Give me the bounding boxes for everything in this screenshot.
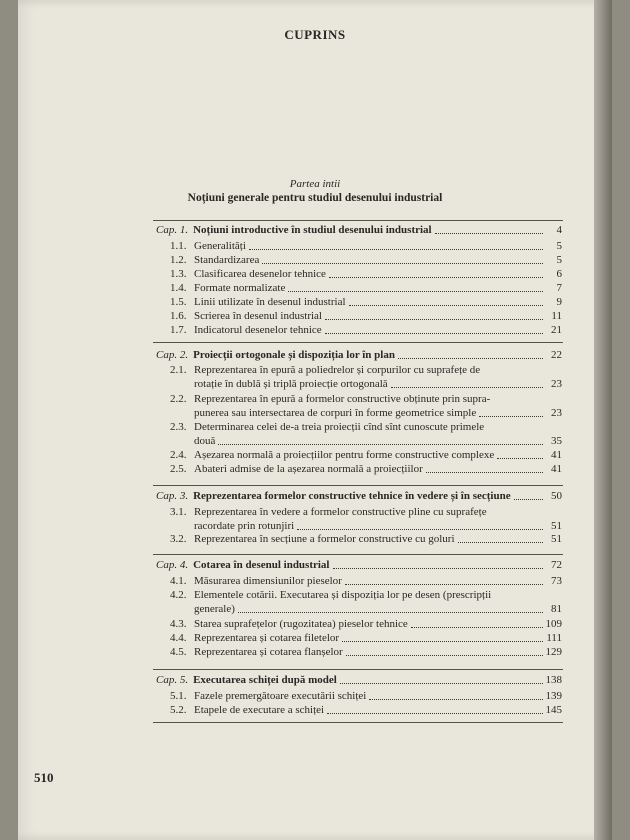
dot-leader <box>249 248 543 250</box>
section-entry <box>170 589 562 616</box>
dot-leader <box>349 304 543 306</box>
section-title-line: rotație în dublă și triplă proiecție ortogonală <box>194 377 388 390</box>
chapter-entry-2 <box>156 349 562 362</box>
section-title: Standardizarea <box>194 254 260 266</box>
dot-leader <box>238 611 543 613</box>
chapter-entry-3 <box>156 490 562 503</box>
section-number: 4.1. <box>170 575 187 587</box>
page-number: 5 <box>556 240 562 252</box>
page-title: CUPRINS <box>284 27 346 42</box>
dot-leader <box>435 232 543 234</box>
section-title-line: Reprezentarea în epură a formelor constructive obținute prin supra- <box>194 393 491 405</box>
chapter-title: Proiecții ortogonale și dispoziția lor în plan <box>193 349 395 361</box>
section-number: 4.5. <box>170 646 187 658</box>
page-folio: 510 <box>34 770 54 785</box>
dot-leader <box>497 457 543 459</box>
part-label: Partea intii <box>289 178 341 190</box>
section-title: Reprezentarea și cotarea flanșelor <box>194 646 343 658</box>
dot-leader <box>325 318 543 320</box>
dot-leader <box>391 386 543 388</box>
section-title: Măsurarea dimensiunilor pieselor <box>194 575 342 587</box>
chapter-number: Cap. 2. <box>156 349 189 361</box>
chapter-divider <box>153 669 563 670</box>
section-number: 2.4. <box>170 449 187 461</box>
chapter-title: Noțiuni introductive în studiul desenului industrial <box>193 224 432 236</box>
dot-leader <box>346 654 543 656</box>
chapter-title: Reprezentarea formelor constructive tehnice în vedere și în secțiune <box>193 490 511 502</box>
dot-leader <box>342 640 543 642</box>
section-entry <box>170 646 562 659</box>
dot-leader <box>327 712 542 714</box>
section-title-line: Determinarea celei de-a treia proiecții cînd sînt cunoscute primele <box>194 421 485 433</box>
dot-leader <box>369 698 542 700</box>
chapter-divider <box>153 342 563 343</box>
section-number: 1.2. <box>170 254 187 266</box>
section-title-line: Reprezentarea în vedere a formelor constructive pline cu suprafețe <box>194 506 487 518</box>
page-number: 41 <box>551 463 562 475</box>
section-entry <box>170 533 562 546</box>
section-number: 1.3. <box>170 268 187 280</box>
chapter-divider <box>153 722 563 723</box>
dot-leader <box>340 682 543 684</box>
page-number: 73 <box>551 575 562 587</box>
page-number: 81 <box>551 602 562 615</box>
dot-leader <box>333 567 544 569</box>
section-title: Clasificarea desenelor tehnice <box>194 268 326 280</box>
section-title-line: generale) <box>194 602 235 615</box>
section-title-line: două <box>194 434 216 447</box>
section-title-line: Reprezentarea în epură a poliedrelor și corpurilor cu suprafețe de <box>194 364 481 376</box>
page-number: 129 <box>545 646 562 658</box>
page-number: 23 <box>551 377 562 390</box>
page-number: 145 <box>545 704 562 716</box>
section-number: 4.3. <box>170 618 187 630</box>
page-number: 51 <box>551 533 562 545</box>
dot-leader <box>398 357 543 359</box>
page-number: 51 <box>551 519 562 532</box>
dot-leader <box>325 332 543 334</box>
section-entry <box>170 575 562 588</box>
section-title-line: racordate prin rotunjiri <box>194 519 295 532</box>
section-number: 3.1. <box>170 506 187 518</box>
section-title: Reprezentarea și cotarea filetelor <box>194 632 340 644</box>
chapter-number: Cap. 1. <box>156 224 189 236</box>
section-number: 2.2. <box>170 393 187 405</box>
chapter-divider <box>153 485 563 486</box>
chapter-title: Executarea schiței după model <box>193 674 337 686</box>
dot-leader <box>411 626 543 628</box>
dot-leader <box>288 290 543 292</box>
dot-leader <box>458 541 543 543</box>
section-entry <box>170 449 562 462</box>
section-number: 1.7. <box>170 324 187 336</box>
section-number: 5.1. <box>170 690 187 702</box>
section-entry <box>170 690 562 703</box>
section-number: 1.6. <box>170 310 187 322</box>
section-number: 1.5. <box>170 296 187 308</box>
page-number: 50 <box>551 490 562 502</box>
chapter-divider <box>153 554 563 555</box>
page-number: 21 <box>551 324 562 336</box>
page-number: 139 <box>545 690 562 702</box>
dot-leader <box>479 415 543 417</box>
section-number: 3.2. <box>170 533 187 545</box>
dot-leader <box>345 583 543 585</box>
page-number: 11 <box>551 310 562 322</box>
chapter-entry-4 <box>156 559 562 572</box>
dot-leader <box>297 528 543 530</box>
section-number: 5.2. <box>170 704 187 716</box>
section-entry <box>170 421 562 448</box>
page-number: 111 <box>546 632 562 644</box>
section-number: 4.2. <box>170 589 187 601</box>
section-entry <box>170 704 562 717</box>
section-title-line: Elementele cotării. Executarea și dispoziția lor pe desen (prescripții <box>194 589 492 601</box>
section-entry <box>170 364 562 391</box>
page-number: 9 <box>556 296 562 308</box>
section-title: Generalități <box>194 240 246 252</box>
chapter-entry-5 <box>156 674 562 687</box>
section-title: Starea suprafețelor (rugozitatea) pieselor tehnice <box>194 618 408 630</box>
section-entry <box>170 506 562 533</box>
section-title: Linii utilizate în desenul industrial <box>194 296 346 308</box>
dot-leader <box>514 498 543 500</box>
page-number: 4 <box>556 224 562 236</box>
section-entry <box>170 254 562 267</box>
section-number: 4.4. <box>170 632 187 644</box>
section-title-line: punerea sau intersectarea de corpuri în forme geometrice simple <box>194 406 477 419</box>
page-number: 109 <box>545 618 562 630</box>
section-entry <box>170 618 562 631</box>
page-number: 72 <box>551 559 562 571</box>
section-entry <box>170 240 562 253</box>
page-number: 5 <box>556 254 562 266</box>
section-title: Etapele de executare a schiței <box>194 704 325 716</box>
dot-leader <box>218 443 543 445</box>
page-number: 41 <box>551 449 562 461</box>
section-entry <box>170 282 562 295</box>
section-entry <box>170 324 562 337</box>
chapter-divider <box>153 220 563 221</box>
part-title: Noțiuni generale pentru studiul desenului industrial <box>187 192 443 204</box>
chapter-number: Cap. 5. <box>156 674 189 686</box>
section-title: Fazele premergătoare executării schiței <box>194 690 367 702</box>
section-entry <box>170 268 562 281</box>
section-entry <box>170 310 562 323</box>
section-title: Scrierea în desenul industrial <box>194 310 322 322</box>
section-number: 2.5. <box>170 463 187 475</box>
section-number: 2.3. <box>170 421 187 433</box>
section-number: 2.1. <box>170 364 187 376</box>
dot-leader <box>426 471 543 473</box>
section-number: 1.1. <box>170 240 187 252</box>
book-page <box>18 0 612 840</box>
page-number: 35 <box>551 434 562 447</box>
section-entry <box>170 632 562 645</box>
dot-leader <box>262 262 543 264</box>
page-number: 138 <box>545 674 562 686</box>
page-number: 23 <box>551 406 562 419</box>
section-title: Formate normalizate <box>194 282 286 294</box>
section-entry <box>170 393 562 420</box>
section-title: Abateri admise de la așezarea normală a proiecțiilor <box>194 463 423 475</box>
section-title: Așezarea normală a proiecțiilor pentru forme constructive complexe <box>194 449 495 461</box>
page-number: 7 <box>556 282 562 294</box>
section-entry <box>170 296 562 309</box>
chapter-entry-1 <box>156 224 562 237</box>
section-number: 1.4. <box>170 282 187 294</box>
section-title: Indicatorul desenelor tehnice <box>194 324 322 336</box>
dot-leader <box>329 276 543 278</box>
page-number: 22 <box>551 349 562 361</box>
page-edge-shadow <box>594 0 612 840</box>
section-title: Reprezentarea în secțiune a formelor constructive cu goluri <box>194 533 455 545</box>
page-number: 6 <box>556 268 562 280</box>
chapter-number: Cap. 4. <box>156 559 189 571</box>
section-entry <box>170 463 562 476</box>
chapter-title: Cotarea în desenul industrial <box>193 559 330 571</box>
chapter-number: Cap. 3. <box>156 490 189 502</box>
